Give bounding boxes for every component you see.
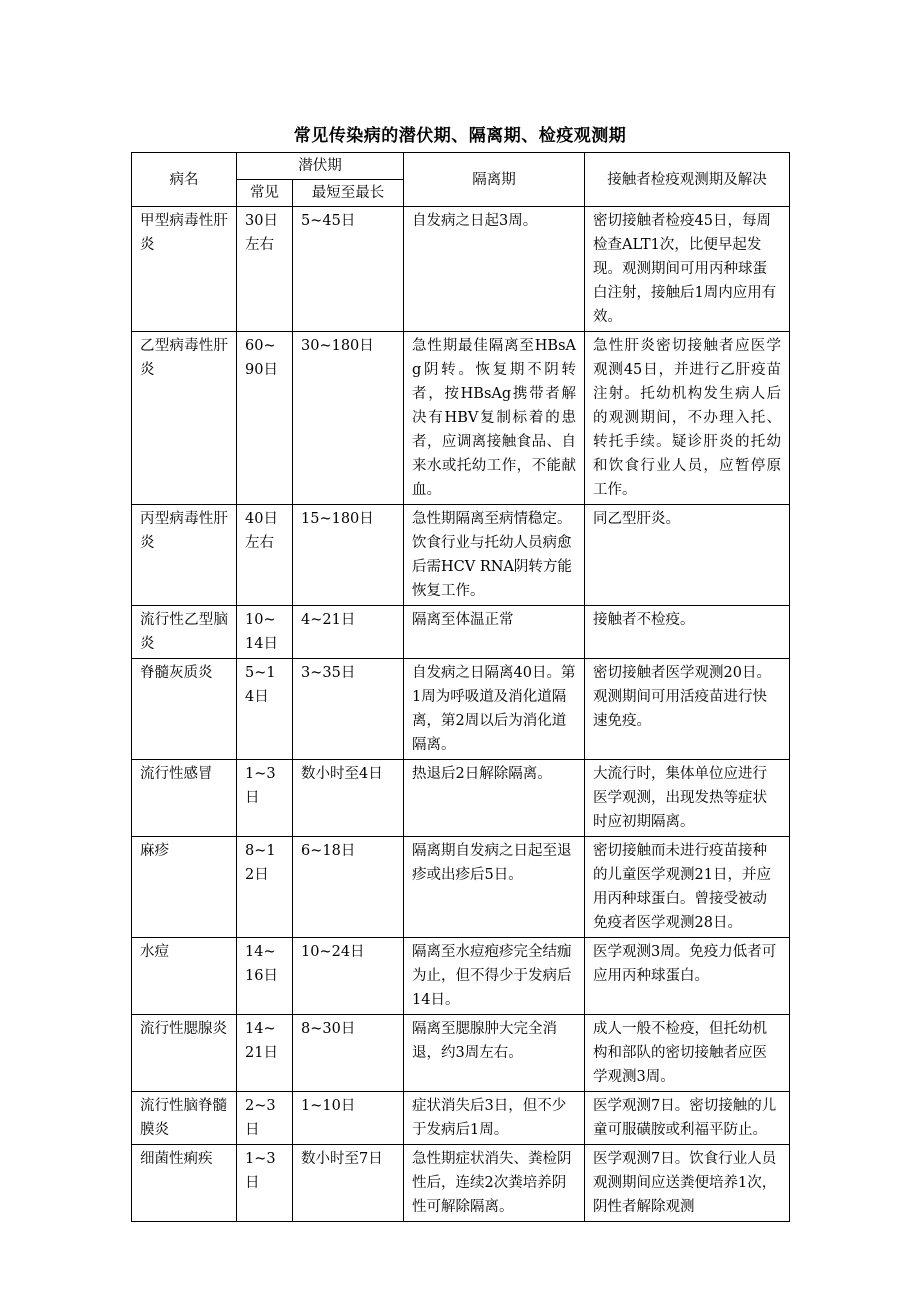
incubation-common: 8~12日	[237, 837, 293, 938]
isolation-period: 隔离至体温正常	[404, 606, 585, 659]
incubation-common: 14~21日	[237, 1015, 293, 1092]
incubation-range: 1~10日	[293, 1092, 404, 1145]
isolation-period: 急性期隔离至病情稳定。饮食行业与托幼人员病愈后需HCV RNA阴转方能恢复工作。	[404, 505, 585, 606]
contact-observation: 同乙型肝炎。	[585, 505, 790, 606]
disease-name: 流行性脑脊髓膜炎	[132, 1092, 237, 1145]
table-row	[132, 837, 790, 938]
incubation-range: 10~24日	[293, 938, 404, 1015]
contact-observation: 急性肝炎密切接触者应医学观测45日，并进行乙肝疫苗注射。托幼机构发生病人后的观测期间，不办理入托、转托手续。疑诊肝炎的托幼和饮食行业人员，应暂停原工作。	[585, 332, 790, 505]
header-incubation: 潜伏期	[237, 153, 404, 180]
table-row	[132, 760, 790, 837]
table-row	[132, 1145, 790, 1222]
disease-name: 细菌性痢疾	[132, 1145, 237, 1222]
contact-observation: 成人一般不检疫，但托幼机构和部队的密切接触者应医学观测3周。	[585, 1015, 790, 1092]
header-range: 最短至最长	[293, 180, 404, 207]
table-row	[132, 207, 790, 332]
contact-observation: 大流行时，集体单位应进行医学观测，出现发热等症状时应初期隔离。	[585, 760, 790, 837]
table-row	[132, 938, 790, 1015]
table-row	[132, 505, 790, 606]
isolation-period: 热退后2日解除隔离。	[404, 760, 585, 837]
disease-name: 流行性腮腺炎	[132, 1015, 237, 1092]
incubation-range: 15~180日	[293, 505, 404, 606]
contact-observation: 密切接触而未进行疫苗接种的儿童医学观测21日，并应用丙种球蛋白。曾接受被动免疫者医学观测28日。	[585, 837, 790, 938]
incubation-common: 2~3日	[237, 1092, 293, 1145]
incubation-range: 数小时至7日	[293, 1145, 404, 1222]
incubation-common: 1~3日	[237, 1145, 293, 1222]
disease-name: 甲型病毒性肝炎	[132, 207, 237, 332]
table-row	[132, 606, 790, 659]
header-row	[132, 153, 790, 180]
disease-name: 流行性乙型脑炎	[132, 606, 237, 659]
incubation-range: 4~21日	[293, 606, 404, 659]
contact-observation: 接触者不检疫。	[585, 606, 790, 659]
disease-name: 乙型病毒性肝炎	[132, 332, 237, 505]
disease-name: 丙型病毒性肝炎	[132, 505, 237, 606]
table-row	[132, 1015, 790, 1092]
incubation-range: 30~180日	[293, 332, 404, 505]
contact-observation: 密切接触者检疫45日，每周检查ALT1次，比便早起发现。观测期间可用丙种球蛋白注射，接触后1周内应用有效。	[585, 207, 790, 332]
isolation-period: 隔离至水痘疱疹完全结痂为止，但不得少于发病后14日。	[404, 938, 585, 1015]
incubation-range: 6~18日	[293, 837, 404, 938]
header-contact: 接触者检疫观测期及解决	[585, 153, 790, 207]
isolation-period: 急性期最佳隔离至HBsAg阴转。恢复期不阴转者，按HBsAg携带者解决有HBV复制标着的患者，应调离接触食品、自来水或托幼工作，不能献血。	[404, 332, 585, 505]
incubation-common: 60~90日	[237, 332, 293, 505]
isolation-period: 急性期症状消失、粪检阴性后，连续2次粪培养阴性可解除隔离。	[404, 1145, 585, 1222]
isolation-period: 自发病之日隔离40日。第1周为呼吸道及消化道隔离，第2周以后为消化道隔离。	[404, 659, 585, 760]
isolation-period: 自发病之日起3周。	[404, 207, 585, 332]
incubation-common: 40日左右	[237, 505, 293, 606]
incubation-range: 3~35日	[293, 659, 404, 760]
incubation-common: 30日左右	[237, 207, 293, 332]
isolation-period: 隔离至腮腺肿大完全消退，约3周左右。	[404, 1015, 585, 1092]
header-common: 常见	[237, 180, 293, 207]
incubation-common: 10~14日	[237, 606, 293, 659]
header-disease: 病名	[132, 153, 237, 207]
incubation-common: 5~14日	[237, 659, 293, 760]
disease-name: 脊髓灰质炎	[132, 659, 237, 760]
disease-name: 流行性感冒	[132, 760, 237, 837]
table-row	[132, 332, 790, 505]
incubation-common: 14~16日	[237, 938, 293, 1015]
disease-name: 麻疹	[132, 837, 237, 938]
table-row	[132, 1092, 790, 1145]
contact-observation: 医学观测7日。饮食行业人员观测期间应送粪便培养1次，阴性者解除观测	[585, 1145, 790, 1222]
incubation-range: 8~30日	[293, 1015, 404, 1092]
header-isolation: 隔离期	[404, 153, 585, 207]
contact-observation: 医学观测3周。免疫力低者可应用丙种球蛋白。	[585, 938, 790, 1015]
disease-name: 水痘	[132, 938, 237, 1015]
table-row	[132, 659, 790, 760]
contact-observation: 医学观测7日。密切接触的儿童可服磺胺或利福平防止。	[585, 1092, 790, 1145]
page-title: 常见传染病的潜伏期、隔离期、检疫观测期	[293, 126, 627, 146]
incubation-common: 1~3日	[237, 760, 293, 837]
isolation-period: 症状消失后3日，但不少于发病后1周。	[404, 1092, 585, 1145]
incubation-range: 5~45日	[293, 207, 404, 332]
contact-observation: 密切接触者医学观测20日。观测期间可用活疫苗进行快速免疫。	[585, 659, 790, 760]
disease-table	[131, 152, 790, 1222]
isolation-period: 隔离期自发病之日起至退疹或出疹后5日。	[404, 837, 585, 938]
incubation-range: 数小时至4日	[293, 760, 404, 837]
